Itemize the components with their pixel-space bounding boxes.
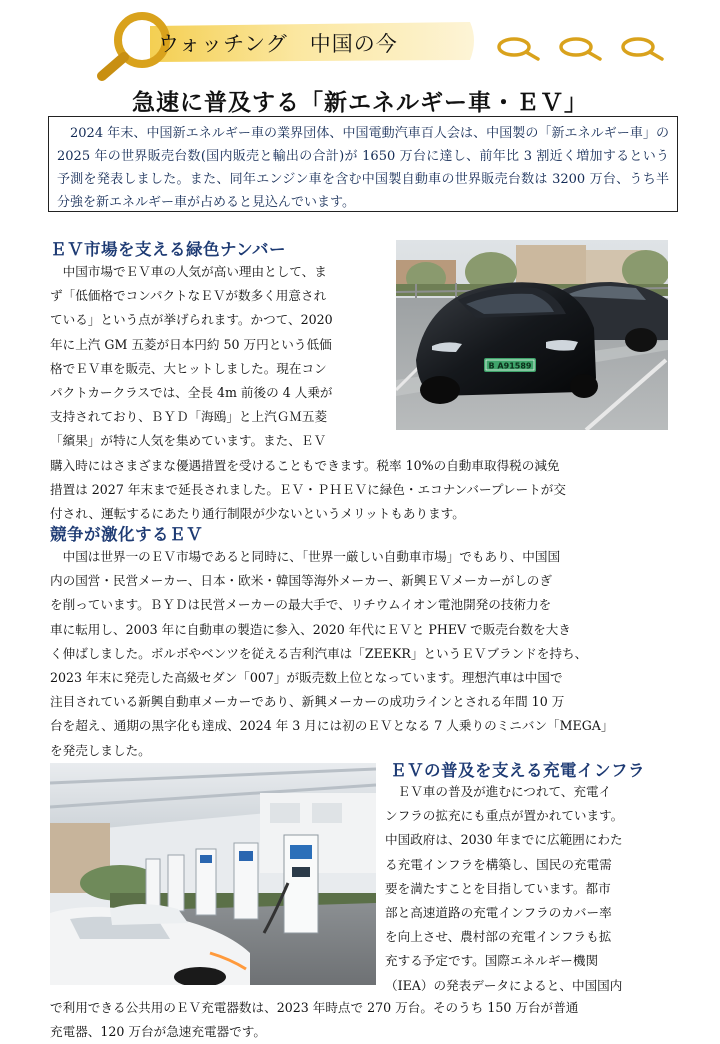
section3-line: 部と高速道路の充電インフラのカバー率 xyxy=(385,905,612,921)
section1-body-full xyxy=(50,454,672,527)
section2-line: を発売しました。 xyxy=(50,742,151,758)
section3-line: （IEA）の発表データによると、中国国内 xyxy=(385,977,623,993)
section1-body-narrow xyxy=(50,260,390,454)
section1-line: 支持されており、ＢＹＤ「海鴎」と上汽ＧＭ五菱 xyxy=(50,409,328,425)
license-plate: B A91589 xyxy=(488,361,532,371)
charging-station-photo xyxy=(50,763,376,985)
section3-line: 要を満たすことを目指しています。都市 xyxy=(385,880,611,896)
section2-body xyxy=(50,545,672,763)
section2-line: を削っています。ＢＹＤは民営メーカーの最大手で、リチウムイオン電池開発の技術力を xyxy=(50,597,552,613)
mini-magnifiers-icon xyxy=(494,34,694,64)
section3-heading: ＥＶの普及を支える充電インフラ xyxy=(390,761,645,780)
section3-line: 充電器、120 万台が急速充電器です。 xyxy=(50,1024,266,1040)
section1-line: ず「低価格でコンパクトなＥＶが数多く用意され xyxy=(50,288,327,304)
section2-line: 注目されている新興自動車メーカーであり、新興メーカーの成功ラインとされる年間 10 万 xyxy=(50,694,565,710)
section2-line: 車に転用し、2003 年に自動車の製造に参入、2020 年代にＥＶと PHEV で販売台数を大き xyxy=(50,621,571,637)
section2-line: 内の国営・民営メーカー、日本・欧米・韓国等海外メーカー、新興ＥＶメーカーがしのぎ xyxy=(50,573,552,589)
section3-line: る充電インフラを構築し、国民の充電需 xyxy=(385,856,612,872)
section1-line: 付され、運転するにあたり通行制限が少ないというメリットもあります。 xyxy=(50,506,465,522)
section1-line: 措置は 2027 年末まで延長されました。ＥＶ・ＰＨＥＶに緑色・エコナンバープレートが交 xyxy=(50,482,566,498)
section3-line: で利用できる公共用のＥＶ充電器数は、2023 年時点で 270 万台。そのうち 150 万台が普通 xyxy=(50,1000,579,1015)
section3-line: ンフラの拡充にも重点が置かれています。 xyxy=(385,808,624,824)
page-headline: 急速に普及する「新エネルギー車・ＥＶ」 xyxy=(132,90,588,116)
section1-line: ている」という点が挙げられます。かつて、2020 xyxy=(50,312,333,328)
section1-heading: ＥＶ市場を支える緑色ナンバー xyxy=(50,240,287,259)
section1-line: 購入時にはさまざまな優遇措置を受けることもできます。税率 10%の自動車取得税の減免 xyxy=(50,458,560,473)
section2-line: 台を超え、通期の黒字化も達成、2024 年 3 月には初のＥＶとなる 7 人乗りのミニバン「MEGA」 xyxy=(50,718,614,734)
lead-summary: 2024 年末、中国新エネルギー車の業界団体、中国電動汽車百人会は、中国製の「新エネルギー車」の 2025 年の世界販売台数(国内販売と輸出の合計)が 1650 万台に達し、前年比 3 割近く増加するという予測を発表しました。また、同年エンジン車を含む中国製自動車の世界販売台数は 3200 万台、うち半分強を新エネルギー車が占めると見込んでいます。 xyxy=(48,116,678,212)
section3-line: 充する予定です。国際エネルギー機関 xyxy=(385,953,599,969)
section1-line: 年に上汽 GM 五菱が日本円約 50 万円という低価 xyxy=(50,336,332,352)
ev-car-photo xyxy=(396,240,668,430)
section3-line: を向上させ、農村部の充電インフラも拡 xyxy=(385,929,612,945)
section2-line: 中国は世界一のＥＶ市場であると同時に、「世界一厳しい自動車市場」でもあり、中国国 xyxy=(62,549,561,564)
section3-line: 中国政府は、2030 年までに広範囲にわた xyxy=(385,832,623,848)
series-title: ウォッチング 中国の今 xyxy=(158,32,398,56)
section2-line: く伸ばしました。ボルボやベンツを従える吉利汽車は「ZEEKR」というＥＶブランドを持ち、 xyxy=(50,645,588,661)
section3-line: ＥＶ車の普及が進むにつれて、充電イ xyxy=(397,784,612,799)
section3-body-full xyxy=(50,996,672,1044)
section2-line: 2023 年末に発売した高級セダン「007」が販売数上位となっています。理想汽車は中国で xyxy=(50,670,563,686)
section2-heading: 競争が激化するＥＶ xyxy=(50,525,203,544)
section1-line: 「繽果」が特に人気を集めています。また、ＥＶ xyxy=(50,433,327,449)
section1-line: 格でＥＶ車を販売、大ヒットしました。現在コン xyxy=(50,360,327,376)
section3-body-narrow xyxy=(385,780,675,998)
section1-line: 中国市場でＥＶ車の人気が高い理由として、ま xyxy=(62,264,327,279)
section1-line: パクトカークラスでは、全長 4m 前後の 4 人乗が xyxy=(50,385,333,401)
